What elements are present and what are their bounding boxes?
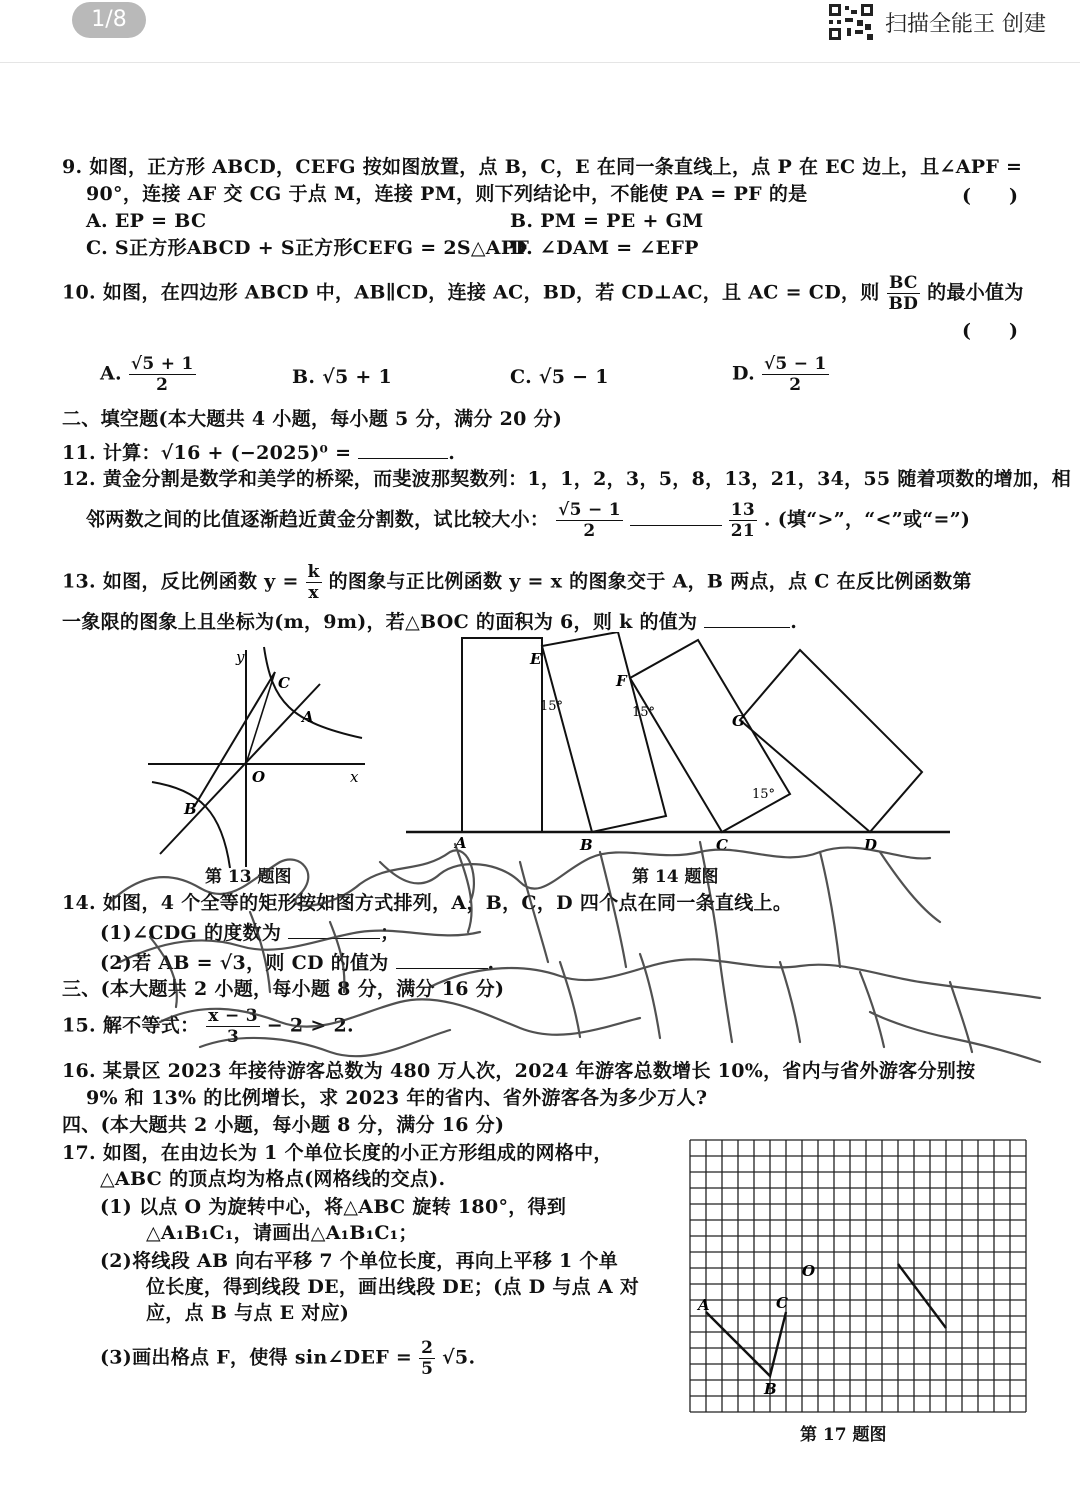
page-indicator[interactable]: 1/8	[72, 2, 146, 38]
fig13-label-x: x	[350, 768, 359, 786]
fig17-label-c: C	[776, 1294, 788, 1312]
q9-answer-paren: ( )	[962, 185, 1018, 207]
fig17-label-b: B	[764, 1380, 777, 1398]
q17-line6: 位长度，得到线段 DE，画出线段 DE；(点 D 与点 A 对	[146, 1276, 640, 1298]
fig17-caption: 第 17 题图	[800, 1425, 887, 1445]
fig14-angle-f: 15°	[632, 705, 656, 720]
q13-line2: 一象限的图象上且坐标为(m，9m)，若△BOC 的面积为 6，则 k 的值为 .	[62, 607, 797, 635]
q15-num: x − 3	[208, 1006, 258, 1026]
q17-frac-num: 2	[421, 1338, 434, 1358]
q10-option-c: C. √5 − 1	[510, 366, 609, 388]
q13-k-num: k	[307, 562, 320, 582]
fig13-label-o: O	[252, 768, 266, 786]
q9-option-a: A. EP = BC	[86, 210, 207, 232]
fig14-label-d: D	[864, 836, 878, 852]
q17-line1: 17. 如图，在由边长为 1 个单位长度的小正方形组成的网格中，	[62, 1142, 613, 1164]
q15-den: 3	[227, 1027, 240, 1047]
q17-line3: (1) 以点 O 为旋转中心，将△ABC 旋转 180°，得到	[100, 1196, 567, 1218]
q17-line2: △ABC 的顶点均为格点(网格线的交点).	[100, 1168, 446, 1190]
q13-line1-end: 的图象与正比例函数 y = x 的图象交于 A，B 两点，点 C 在反比例函数第	[328, 570, 972, 593]
q16-line1: 16. 某景区 2023 年接待游客总数为 480 万人次，2024 年游客总数增长 10%，省内与省外游客分别按	[62, 1060, 976, 1082]
fig14-label-f: F	[616, 672, 627, 690]
q13-line2-text: 一象限的图象上且坐标为(m，9m)，若△BOC 的面积为 6，则 k 的值为	[62, 611, 698, 633]
q11-text: 11. 计算：√16 + (−2025)⁰ =	[62, 442, 352, 464]
fig14-label-b: B	[580, 836, 593, 852]
q10-option-b: B. √5 + 1	[292, 366, 393, 388]
q13-k-den: x	[308, 583, 319, 603]
q12-line2-start: 邻两数之间的比值逐渐趋近黄金分割数，试比较大小：	[86, 508, 550, 531]
fig14-label-c: C	[716, 836, 728, 852]
fig13-label-c: C	[278, 674, 290, 692]
q9-option-d: D. ∠DAM = ∠EFP	[510, 237, 699, 259]
q14-line3-text: (2)若 AB = √3，则 CD 的值为	[100, 952, 389, 974]
section-4-heading: 四、(本大题共 2 小题，每小题 8 分，满分 16 分)	[62, 1114, 505, 1136]
q17-line7: 应，点 B 与点 E 对应)	[146, 1302, 350, 1324]
section-2-heading: 二、填空题(本大题共 4 小题，每小题 5 分，满分 20 分)	[62, 408, 563, 430]
q14-line3: (2)若 AB = √3，则 CD 的值为 .	[100, 948, 494, 976]
qr-code-icon	[827, 2, 875, 42]
q12-line2-end: . (填“>”，“<”或“=”)	[763, 508, 971, 531]
q15-start: 15. 解不等式：	[62, 1014, 200, 1037]
q14-line2: (1)∠CDG 的度数为 ；	[100, 918, 399, 946]
fig14-label-e: E	[530, 650, 542, 668]
q10-option-a-den: 2	[156, 375, 169, 395]
fig13-label-b: B	[184, 800, 197, 818]
q17-line8-end: √5.	[442, 1346, 476, 1369]
q9-option-b: B. PM = PE + GM	[510, 210, 704, 232]
q15-end: − 2 > 2.	[266, 1014, 354, 1037]
q12-frac2-den: 21	[730, 521, 755, 541]
q14-line2-text: (1)∠CDG 的度数为	[100, 922, 282, 944]
q16-line2: 9% 和 13% 的比例增长，求 2023 年的省内、省外游客各为多少万人?	[86, 1087, 708, 1109]
q10-option-d-label: D.	[732, 362, 756, 385]
fig17-label-o: O	[802, 1262, 816, 1280]
section-3-heading: 三、(本大题共 2 小题，每小题 8 分，满分 16 分)	[62, 978, 505, 1000]
q17-line5: (2)将线段 AB 向右平移 7 个单位长度，再向上平移 1 个单	[100, 1250, 619, 1272]
fig14-caption: 第 14 题图	[632, 867, 719, 887]
q9-line1: 9. 如图，正方形 ABCD，CEFG 按如图放置，点 B，C，E 在同一条直线上，点 P 在 EC 边上，且∠APF =	[62, 156, 1023, 178]
fig13-caption: 第 13 题图	[205, 867, 292, 887]
viewer-top-bar	[0, 0, 1080, 63]
q12-frac1-den: 2	[583, 521, 596, 541]
q17-frac-den: 5	[421, 1359, 434, 1379]
q10-frac-den: BD	[888, 294, 919, 314]
q10-stem-text: 10. 如图，在四边形 ABCD 中，AB∥CD，连接 AC，BD，若 CD⊥AC，且 AC = CD，则	[62, 281, 880, 304]
q12-line1: 12. 黄金分割是数学和美学的桥梁，而斐波那契数列：1，1，2，3，5，8，13，21，34，55 随着项数的增加，相	[62, 468, 1072, 490]
q17-line4: △A₁B₁C₁，请画出△A₁B₁C₁；	[146, 1222, 418, 1244]
fig13-label-a: A	[302, 708, 314, 726]
q10-option-a-num: √5 + 1	[130, 354, 194, 374]
q9-line2: 90°，连接 AF 交 CG 于点 M，连接 PM，则下列结论中，不能使 PA = PF 的是	[86, 183, 808, 205]
fig14-label-a: A	[455, 834, 467, 852]
q12-frac1-num: √5 − 1	[558, 500, 621, 520]
q13-start: 13. 如图，反比例函数 y =	[62, 570, 299, 593]
fig14-label-g: G	[732, 712, 745, 730]
q10-answer-paren: ( )	[962, 320, 1018, 342]
q10-option-a-label: A.	[100, 362, 122, 385]
q10-option-d-den: 2	[789, 375, 802, 395]
fig14-angle-g: 15°	[752, 787, 776, 802]
q11: 11. 计算：√16 + (−2025)⁰ = .	[62, 438, 455, 466]
q14-line1: 14. 如图，4 个全等的矩形按如图方式排列，A，B，C，D 四个点在同一条直线上。	[62, 892, 793, 914]
fig14-angle-e: 15°	[540, 699, 564, 714]
handwritten-scribble-overlay	[0, 62, 1080, 1499]
q10-option-d-num: √5 − 1	[763, 354, 827, 374]
q10-frac-num: BC	[887, 273, 921, 294]
scanner-watermark	[827, 4, 1046, 40]
fig17-label-a: A	[698, 1296, 710, 1314]
q17-line8-start: (3)画出格点 F，使得 sin∠DEF =	[100, 1346, 413, 1369]
fig13-label-y: y	[236, 648, 245, 666]
exam-page	[0, 62, 1080, 1499]
q12-frac2-num: 13	[730, 500, 755, 520]
scanner-app-label: 扫描全能王 创建	[885, 11, 1046, 37]
q10-stem-end: 的最小值为	[927, 281, 1024, 304]
q9-option-c: C. S正方形ABCD + S正方形CEFG = 2S△APF	[86, 237, 530, 259]
